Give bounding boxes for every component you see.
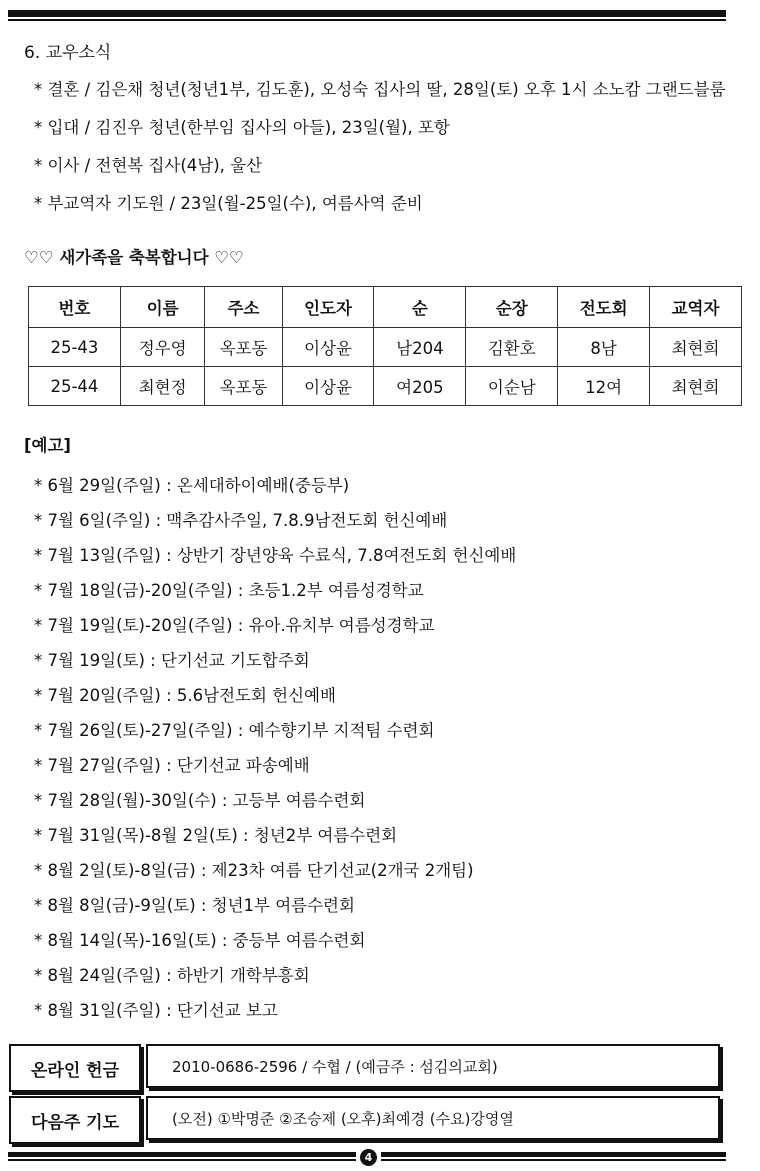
cell-name: 정우영 bbox=[120, 328, 205, 367]
notice-item: * 7월 18일(금)-20일(주일) : 초등1.2부 여름성경학교 bbox=[34, 581, 424, 600]
notice-item: * 7월 28일(월)-30일(수) : 고등부 여름수련회 bbox=[34, 791, 366, 810]
cell-mission-group: 12여 bbox=[558, 367, 650, 406]
news-item: * 입대 / 김진우 청년(한부임 집사의 아들), 23일(월), 포항 bbox=[34, 118, 450, 137]
news-item: * 이사 / 전현복 집사(4남), 울산 bbox=[34, 156, 263, 175]
header-mission-group: 전도회 bbox=[558, 287, 650, 328]
notice-item: * 7월 13일(주일) : 상반기 장년양육 수료식, 7.8여전도회 헌신예배 bbox=[34, 546, 517, 565]
notice-item: * 8월 31일(주일) : 단기선교 보고 bbox=[34, 1001, 278, 1020]
notice-item: * 8월 8일(금)-9일(토) : 청년1부 여름수련회 bbox=[34, 896, 355, 915]
online-offering-label: 온라인 헌금 bbox=[9, 1044, 141, 1092]
header-name: 이름 bbox=[120, 287, 205, 328]
cell-guide: 이상윤 bbox=[282, 328, 374, 367]
notice-item: * 7월 27일(주일) : 단기선교 파송예배 bbox=[34, 756, 310, 775]
bottom-rule-left-thick bbox=[8, 1152, 356, 1157]
notice-item: * 7월 26일(토)-27일(주일) : 예수향기부 지적팀 수련회 bbox=[34, 721, 435, 740]
next-week-prayer-label: 다음주 기도 bbox=[9, 1096, 141, 1144]
page-number: 4 bbox=[360, 1149, 377, 1166]
cell-pastor: 최현희 bbox=[650, 367, 742, 406]
notice-item: * 8월 14일(목)-16일(토) : 중등부 여름수련회 bbox=[34, 931, 366, 950]
bottom-rule-right-thick bbox=[381, 1152, 726, 1157]
cell-address: 옥포동 bbox=[205, 328, 282, 367]
news-title: 6. 교우소식 bbox=[24, 43, 112, 63]
table-row bbox=[29, 367, 742, 406]
online-offering-account: 2010-0686-2596 / 수협 / (예금주 : 섬김의교회) bbox=[146, 1044, 720, 1088]
cell-name: 최현정 bbox=[120, 367, 205, 406]
cell-cell: 여205 bbox=[374, 367, 466, 406]
header-cell: 순 bbox=[374, 287, 466, 328]
cell-number: 25-43 bbox=[29, 328, 121, 367]
notice-item: * 7월 31일(목)-8월 2일(토) : 청년2부 여름수련회 bbox=[34, 826, 398, 845]
top-rule-thin bbox=[8, 19, 726, 21]
table-row bbox=[29, 328, 742, 367]
notice-item: * 7월 19일(토)-20일(주일) : 유아.유치부 여름성경학교 bbox=[34, 616, 435, 635]
header-pastor: 교역자 bbox=[650, 287, 742, 328]
cell-cell: 남204 bbox=[374, 328, 466, 367]
new-family-title: ♡♡ 새가족을 축복합니다 ♡♡ bbox=[24, 248, 244, 267]
cell-cell-leader: 이순남 bbox=[466, 367, 558, 406]
next-week-prayer-value: (오전) ①박명준 ②조승제 (오후)최예경 (수요)강영열 bbox=[146, 1096, 720, 1140]
top-rule-thick bbox=[8, 10, 726, 17]
news-item: * 결혼 / 김은채 청년(청년1부, 김도훈), 오성숙 집사의 딸, 28일(토) 오후 1시 소노캄 그랜드블룸 bbox=[34, 80, 726, 99]
table-header-row bbox=[29, 287, 742, 328]
bottom-rule-left-thin bbox=[8, 1159, 356, 1161]
header-address: 주소 bbox=[205, 287, 282, 328]
notice-item: * 7월 20일(주일) : 5.6남전도회 헌신예배 bbox=[34, 686, 336, 705]
header-cell-leader: 순장 bbox=[466, 287, 558, 328]
news-item: * 부교역자 기도원 / 23일(월-25일(수), 여름사역 준비 bbox=[34, 194, 423, 213]
notice-item: * 6월 29일(주일) : 온세대하이예배(중등부) bbox=[34, 476, 350, 495]
cell-number: 25-44 bbox=[29, 367, 121, 406]
notice-title: [예고] bbox=[24, 436, 71, 455]
cell-pastor: 최현희 bbox=[650, 328, 742, 367]
cell-mission-group: 8남 bbox=[558, 328, 650, 367]
bottom-rule-right-thin bbox=[381, 1159, 726, 1161]
header-number: 번호 bbox=[29, 287, 121, 328]
notice-item: * 8월 24일(주일) : 하반기 개학부흥회 bbox=[34, 966, 310, 985]
notice-item: * 8월 2일(토)-8일(금) : 제23차 여름 단기선교(2개국 2개팀) bbox=[34, 861, 474, 880]
notice-item: * 7월 19일(토) : 단기선교 기도합주회 bbox=[34, 651, 310, 670]
header-guide: 인도자 bbox=[282, 287, 374, 328]
cell-address: 옥포동 bbox=[205, 367, 282, 406]
notice-item: * 7월 6일(주일) : 맥추감사주일, 7.8.9남전도회 헌신예배 bbox=[34, 511, 448, 530]
cell-guide: 이상윤 bbox=[282, 367, 374, 406]
new-family-table bbox=[28, 286, 742, 406]
cell-cell-leader: 김환호 bbox=[466, 328, 558, 367]
